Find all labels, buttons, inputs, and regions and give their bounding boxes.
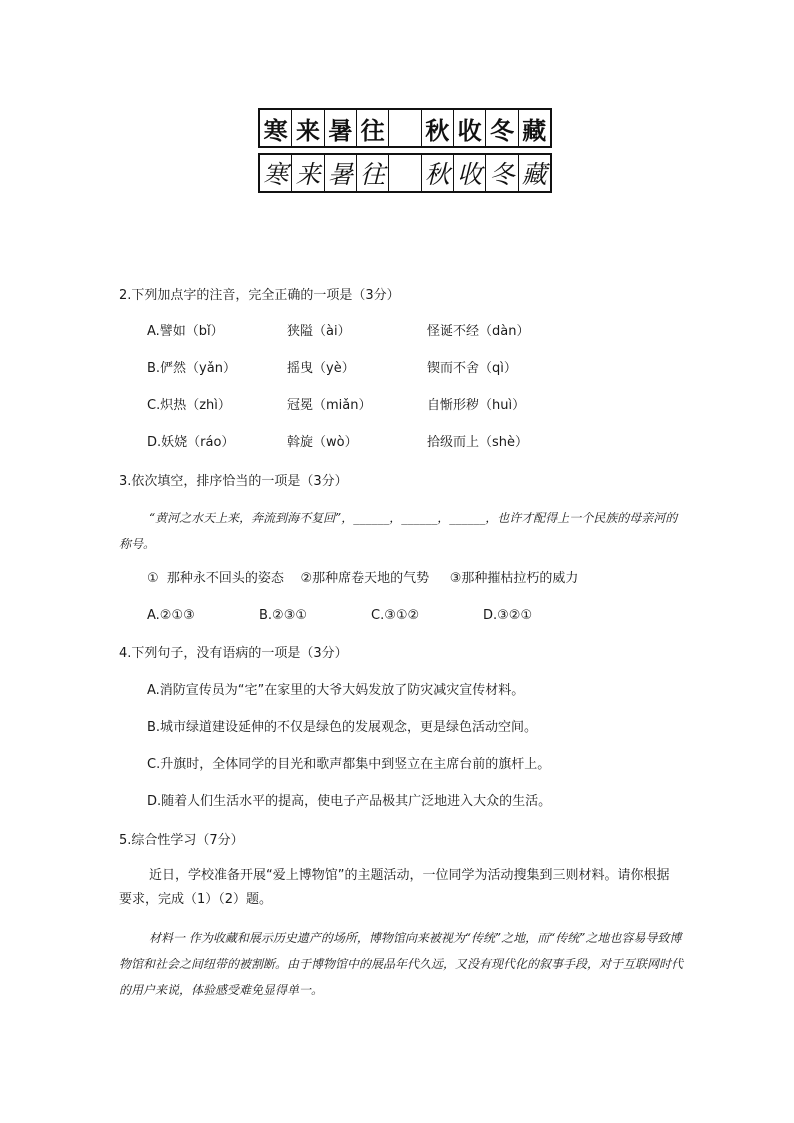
q2-option-d-2: 斡旋（wò） (287, 435, 358, 450)
calligraphy-row-1 (258, 108, 552, 148)
calligraphy-char (389, 155, 421, 191)
calligraphy-char: 藏 (522, 115, 547, 145)
q2-option-a-2: 狭隘（ài） (287, 324, 351, 339)
question-4-title: 4.下列句子，没有语病的一项是（3分） (119, 646, 348, 661)
calligraphy-char: 秋 (422, 155, 454, 191)
calligraphy-char: 往 (357, 155, 389, 191)
question-5-title: 5.综合性学习（7分） (119, 833, 244, 848)
q4-option-c: C.升旗时，全体同学的目光和歌声都集中到竖立在主席台前的旗杆上。 (147, 757, 551, 772)
question-2-title: 2.下列加点字的注音，完全正确的一项是（3分） (119, 288, 400, 303)
calligraphy-char: 藏 (521, 160, 547, 189)
q3-option-c: C.③①② (371, 608, 420, 623)
q2-option-d-1: D.妖娆（ráo） (147, 435, 235, 450)
calligraphy-char: 收 (454, 155, 486, 191)
calligraphy-char: 暑 (325, 155, 357, 191)
calligraphy-char: 暑 (325, 110, 357, 146)
q5-intro: 近日，学校准备开展“爱上博物馆”的主题活动，一位同学为活动搜集到三则材料。请你根据要求，完成（1）（2）题。 (119, 868, 670, 907)
q3-option-d: D.③②① (483, 608, 533, 623)
q2-option-d-3: 拾级而上（shè） (427, 435, 529, 450)
q2-option-b-1: B.俨然（yǎn） (147, 361, 236, 376)
calligraphy-char: 冬 (486, 110, 518, 146)
q2-option-a-3: 怪诞不经（dàn） (427, 324, 530, 339)
q4-option-a: A.消防宣传员为“宅”在家里的大爷大妈发放了防灾减灾宣传材料。 (147, 683, 525, 698)
q3-passage: “黄河之水天上来，奔流到海不复回”，______，______，______，也许才配得上一个民族的母亲河的称号。 (119, 511, 678, 551)
calligraphy-char: 收 (454, 110, 486, 146)
q2-option-a-1: A.譬如（bǐ） (147, 324, 224, 339)
calligraphy-char: 寒 (260, 110, 292, 146)
q3-items: ① 那种永不回头的姿态 ②那种席卷天地的气势 ③那种摧枯拉朽的威力 (147, 571, 579, 586)
calligraphy-row-2 (258, 153, 552, 193)
question-3-title: 3.依次填空，排序恰当的一项是（3分） (119, 474, 348, 489)
q3-option-a: A.②①③ (147, 608, 195, 623)
calligraphy-char: 秋 (422, 110, 454, 146)
q2-option-c-2: 冠冕（miǎn） (287, 398, 372, 413)
q2-option-b-2: 摇曳（yè） (287, 361, 355, 376)
calligraphy-char: 往 (357, 110, 389, 146)
q2-option-c-3: 自惭形秽（huì） (427, 398, 526, 413)
calligraphy-char: 寒 (260, 155, 292, 191)
q5-material-1: 材料一 作为收藏和展示历史遗产的场所，博物馆向来被视为“传统”之地，而“传统”之地也容易导致博物馆和社会之间纽带的被割断。由于博物馆中的展品年代久远，又没有现代化的叙事手段，对于互联网时代的用户来说，体验感受难免显得单一。 (119, 931, 684, 997)
calligraphy-char (389, 110, 421, 146)
q4-option-d: D.随着人们生活水平的提高，使电子产品极其广泛地进入大众的生活。 (147, 794, 552, 809)
q4-option-b: B.城市绿道建设延伸的不仅是绿色的发展观念，更是绿色活动空间。 (147, 720, 538, 735)
q2-option-c-1: C.炽热（zhì） (147, 398, 231, 413)
calligraphy-char: 冬 (486, 155, 518, 191)
q2-option-b-3: 锲而不舍（qì） (427, 361, 517, 376)
calligraphy-char: 来 (292, 155, 324, 191)
q3-option-b: B.②③① (259, 608, 308, 623)
calligraphy-char: 来 (292, 110, 324, 146)
